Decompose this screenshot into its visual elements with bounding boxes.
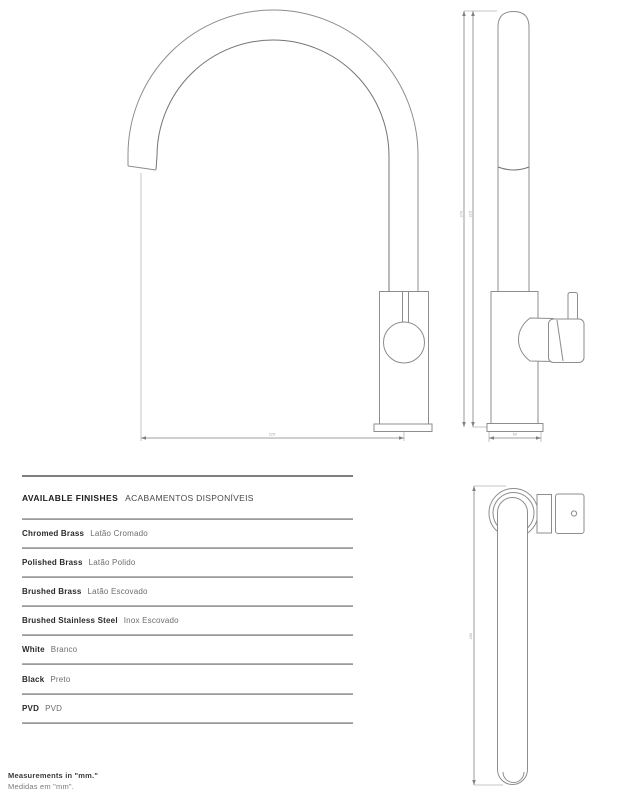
aerator-line — [498, 167, 529, 170]
top-view-drawing — [469, 486, 584, 785]
finish-row-chromed-brass — [22, 520, 353, 547]
finish-name-en: Black — [22, 674, 45, 684]
finish-name-en: White — [22, 645, 45, 655]
finish-name-pt: Latão Escovado — [87, 587, 148, 597]
side-dim-arrows-bottom — [462, 422, 475, 427]
finish-row-brushed-brass — [22, 578, 353, 605]
side-dim-arrows-top — [462, 11, 475, 16]
finish-name-en: Chromed Brass — [22, 529, 85, 539]
finish-name-pt: PVD — [45, 703, 63, 713]
side-base-dim-label: 60 — [512, 432, 518, 437]
finishes-title-en: AVAILABLE FINISHES — [22, 492, 119, 503]
handle-hole-top — [571, 511, 576, 516]
finish-name-pt: Preto — [50, 674, 71, 684]
finish-name-pt: Branco — [50, 645, 78, 655]
finish-row-black — [22, 665, 353, 692]
spout-outer-outline — [128, 10, 418, 291]
front-reach-dim-label: 225 — [268, 432, 276, 437]
available-finishes-table — [22, 475, 353, 724]
spout-column-side — [498, 12, 529, 292]
finish-row-brushed-stainless-steel — [22, 607, 353, 634]
top-length-dim-label: 260 — [469, 632, 473, 640]
spout-tip-edge — [128, 166, 156, 170]
finishes-header — [22, 477, 353, 518]
finish-name-pt: Latão Cromado — [90, 529, 148, 539]
base-plate-side — [487, 424, 543, 432]
spout-inner-outline — [156, 40, 389, 291]
finish-row-pvd — [22, 695, 353, 722]
finish-row-white — [22, 636, 353, 663]
handle-stem-side — [568, 293, 578, 323]
finishes-title-pt: ACABAMENTOS DISPONÍVEIS — [125, 492, 254, 503]
table-rule — [22, 722, 353, 724]
finish-name-pt: Latão Polido — [88, 558, 136, 568]
finish-name-en: PVD — [22, 703, 40, 713]
finish-name-en: Brushed Stainless Steel — [22, 616, 118, 626]
measurements-note — [8, 771, 98, 792]
finish-row-polished-brass — [22, 549, 353, 576]
spout-arm-top — [498, 498, 528, 785]
handle-end-top — [556, 494, 585, 534]
dimension-arrow-right — [399, 436, 404, 440]
finish-name-en: Polished Brass — [22, 558, 83, 568]
handle-cam-side — [519, 318, 554, 362]
measurements-note-pt: Medidas em "mm". — [8, 781, 75, 791]
handle-joint-circle — [384, 322, 425, 363]
handle-lever-side — [549, 319, 585, 363]
side-dimension-lines — [464, 11, 473, 427]
finish-name-pt: Inox Escovado — [123, 616, 179, 626]
side-view-drawing — [460, 11, 585, 442]
measurements-note-en: Measurements in "mm." — [8, 771, 99, 780]
finish-name-en: Brushed Brass — [22, 587, 82, 597]
base-plate-front — [374, 424, 432, 432]
front-view-drawing — [128, 10, 432, 441]
side-spout-height-dim-label: 315 — [468, 210, 473, 218]
handle-connector-top — [537, 495, 552, 534]
side-height-dim-label: 370 — [459, 210, 464, 218]
dimension-arrow-left — [141, 436, 146, 440]
